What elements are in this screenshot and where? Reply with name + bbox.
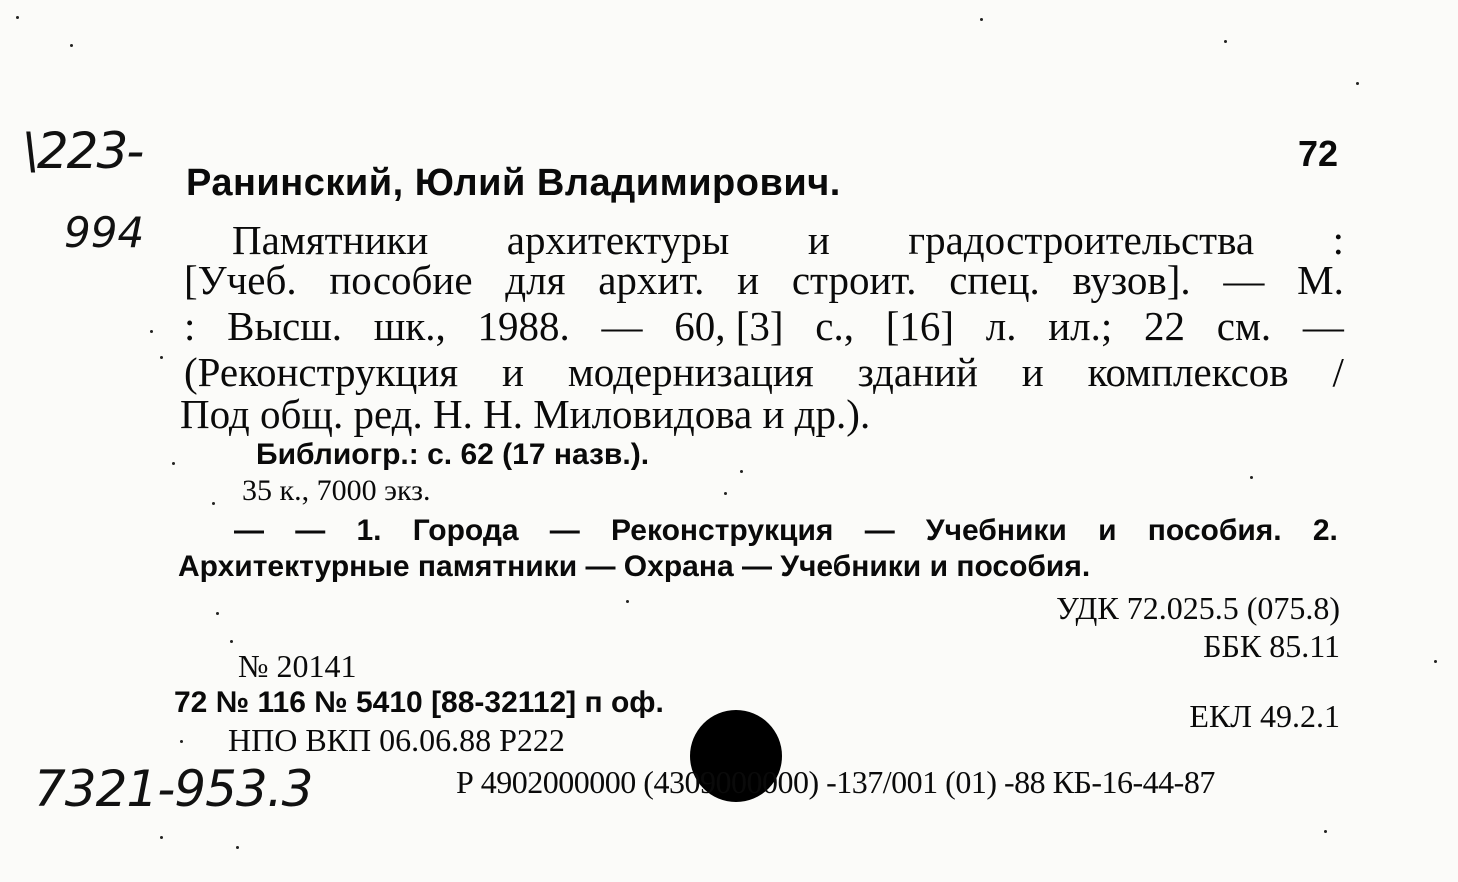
subjects-line-1-word: 2. — [1312, 514, 1338, 547]
subjects-line-1 — [234, 516, 1338, 546]
description-line-3-word: — — [601, 303, 643, 349]
description-line-2-word: строит. — [791, 257, 917, 303]
handwritten-bottom-code: 7321-953.3 — [34, 760, 313, 818]
page-number: 72 — [1298, 133, 1339, 174]
description-line-3-word: л. — [985, 303, 1017, 349]
subjects-line-1-word: — — [234, 514, 264, 547]
bibliography-note: Библиогр.: с. 62 (17 назв.). — [256, 438, 650, 471]
subjects-line-1-word: Города — [412, 514, 519, 547]
description-line-2-word: вузов]. — [1072, 257, 1191, 303]
description-line-4-word: модернизация — [567, 349, 814, 395]
description-line-2-word: М. — [1297, 257, 1344, 303]
description-line-3-word: — — [1302, 303, 1344, 349]
subjects-line-1-word: пособия. — [1147, 514, 1282, 547]
subjects-line-1-word: и — [1098, 514, 1117, 547]
description-line-1 — [232, 217, 1344, 263]
description-line-5: Под общ. ред. Н. Н. Миловидова и др.). — [180, 391, 871, 437]
price-run-note: 35 к., 7000 экз. — [242, 474, 431, 507]
description-line-2-word: спец. — [949, 257, 1040, 303]
description-line-3-word: шк., — [373, 303, 446, 349]
description-line-1-word: и — [807, 217, 830, 263]
ekl-code: ЕКЛ 49.2.1 — [1189, 698, 1340, 734]
description-line-1-word: Памятники — [232, 217, 429, 263]
description-line-4-word: и — [1021, 349, 1044, 395]
print-info: 72 № 116 № 5410 [88-32112] п оф. — [174, 686, 664, 719]
udk-code: УДК 72.025.5 (075.8) — [1056, 590, 1340, 626]
card-number: № 20141 — [238, 648, 357, 684]
description-line-2-word: пособие — [329, 257, 473, 303]
subjects-line-1-word: — — [549, 514, 580, 547]
description-line-3-word: см. — [1216, 303, 1272, 349]
description-line-1-word: градостроительства — [908, 217, 1255, 263]
description-line-4-word: / — [1332, 349, 1344, 395]
description-line-1-word: : — [1332, 217, 1344, 263]
description-line-4 — [184, 349, 1344, 395]
description-line-2-word: — — [1223, 257, 1265, 303]
description-line-2 — [184, 257, 1344, 303]
description-line-2-word: для — [505, 257, 566, 303]
code-line: Р 4902000000 (4309000000) -137/001 (01) -88 КБ-16-44-87 — [456, 764, 1215, 800]
subjects-line-1-word: — — [864, 514, 895, 547]
description-line-3-word: 1988. — [477, 303, 570, 349]
subjects-line-1-word: — — [295, 514, 326, 547]
description-line-3-word: с., — [815, 303, 854, 349]
description-line-4-word: зданий — [857, 349, 978, 395]
description-line-4-word: комплексов — [1087, 349, 1289, 395]
description-line-2-word: архит. — [598, 257, 705, 303]
description-line-3-word: : — [184, 303, 196, 349]
handwritten-shelfmark-line1: \223- — [22, 122, 143, 180]
subjects-line-1-word: Реконструкция — [611, 514, 834, 547]
description-line-4-word: и — [502, 349, 524, 395]
description-line-3-word: 22 — [1144, 303, 1186, 349]
npo-info: НПО ВКП 06.06.88 Р222 — [228, 722, 565, 758]
description-line-3-word: [16] — [885, 303, 955, 349]
subjects-line-1-word: Учебники — [925, 514, 1067, 547]
description-line-3 — [184, 303, 1344, 349]
description-line-2-word: [Учеб. — [184, 257, 297, 303]
description-line-3-word: ил.; — [1048, 303, 1113, 349]
description-line-3-word: 60, [3] — [674, 303, 784, 349]
bbk-code: ББК 85.11 — [1203, 628, 1340, 664]
description-line-2-word: и — [737, 257, 760, 303]
author-heading: Ранинский, Юлий Владимирович. — [186, 162, 841, 204]
handwritten-shelfmark-line2: 994 — [64, 208, 145, 257]
description-line-1-word: архитектуры — [506, 217, 730, 263]
subjects-line-1-word: 1. — [356, 514, 382, 547]
description-line-3-word: Высш. — [227, 303, 343, 349]
subjects-line-2: Архитектурные памятники — Охрана — Учебники и пособия. — [178, 550, 1091, 583]
description-line-4-word: (Реконструкция — [184, 349, 459, 395]
